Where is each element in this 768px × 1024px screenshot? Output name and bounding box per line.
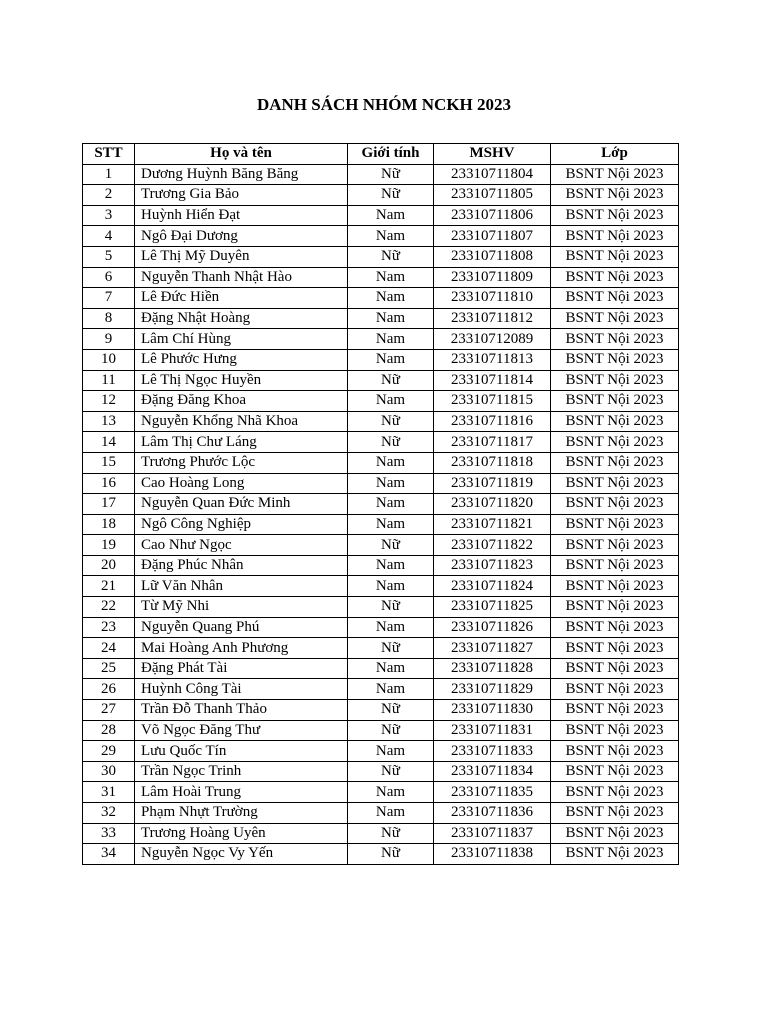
cell-name: Dương Huỳnh Băng Băng bbox=[135, 164, 348, 185]
table-row bbox=[83, 411, 679, 432]
cell-gender: Nữ bbox=[348, 761, 434, 782]
table-row bbox=[83, 555, 679, 576]
cell-mshv: 23310711822 bbox=[434, 535, 551, 556]
cell-gender: Nữ bbox=[348, 432, 434, 453]
cell-stt: 22 bbox=[83, 597, 135, 618]
cell-class: BSNT Nội 2023 bbox=[551, 452, 679, 473]
cell-mshv: 23310711830 bbox=[434, 700, 551, 721]
cell-mshv: 23310711810 bbox=[434, 288, 551, 309]
cell-mshv: 23310711833 bbox=[434, 741, 551, 762]
cell-class: BSNT Nội 2023 bbox=[551, 700, 679, 721]
cell-class: BSNT Nội 2023 bbox=[551, 164, 679, 185]
cell-name: Lê Phước Hưng bbox=[135, 349, 348, 370]
cell-class: BSNT Nội 2023 bbox=[551, 370, 679, 391]
cell-class: BSNT Nội 2023 bbox=[551, 597, 679, 618]
cell-gender: Nữ bbox=[348, 844, 434, 865]
cell-mshv: 23310711821 bbox=[434, 514, 551, 535]
cell-mshv: 23310711837 bbox=[434, 823, 551, 844]
cell-mshv: 23310711823 bbox=[434, 555, 551, 576]
cell-stt: 1 bbox=[83, 164, 135, 185]
cell-gender: Nam bbox=[348, 226, 434, 247]
cell-stt: 7 bbox=[83, 288, 135, 309]
cell-class: BSNT Nội 2023 bbox=[551, 741, 679, 762]
cell-gender: Nam bbox=[348, 349, 434, 370]
cell-class: BSNT Nội 2023 bbox=[551, 535, 679, 556]
cell-stt: 23 bbox=[83, 617, 135, 638]
cell-mshv: 23310711808 bbox=[434, 246, 551, 267]
cell-mshv: 23310711835 bbox=[434, 782, 551, 803]
cell-gender: Nam bbox=[348, 329, 434, 350]
cell-gender: Nữ bbox=[348, 164, 434, 185]
table-row bbox=[83, 391, 679, 412]
cell-mshv: 23310711804 bbox=[434, 164, 551, 185]
cell-gender: Nữ bbox=[348, 411, 434, 432]
table-row bbox=[83, 761, 679, 782]
cell-stt: 13 bbox=[83, 411, 135, 432]
cell-class: BSNT Nội 2023 bbox=[551, 844, 679, 865]
table-row bbox=[83, 164, 679, 185]
cell-stt: 14 bbox=[83, 432, 135, 453]
cell-class: BSNT Nội 2023 bbox=[551, 411, 679, 432]
cell-stt: 11 bbox=[83, 370, 135, 391]
cell-stt: 31 bbox=[83, 782, 135, 803]
cell-class: BSNT Nội 2023 bbox=[551, 473, 679, 494]
table-body bbox=[83, 164, 679, 864]
cell-name: Lê Thị Ngọc Huyền bbox=[135, 370, 348, 391]
cell-class: BSNT Nội 2023 bbox=[551, 658, 679, 679]
cell-stt: 34 bbox=[83, 844, 135, 865]
cell-stt: 5 bbox=[83, 246, 135, 267]
cell-gender: Nữ bbox=[348, 597, 434, 618]
table-row bbox=[83, 308, 679, 329]
cell-mshv: 23310711813 bbox=[434, 349, 551, 370]
cell-class: BSNT Nội 2023 bbox=[551, 782, 679, 803]
cell-mshv: 23310711838 bbox=[434, 844, 551, 865]
table-row bbox=[83, 267, 679, 288]
cell-name: Cao Như Ngọc bbox=[135, 535, 348, 556]
cell-name: Trương Phước Lộc bbox=[135, 452, 348, 473]
cell-name: Nguyễn Khổng Nhã Khoa bbox=[135, 411, 348, 432]
cell-stt: 29 bbox=[83, 741, 135, 762]
cell-name: Trương Hoàng Uyên bbox=[135, 823, 348, 844]
table-row bbox=[83, 452, 679, 473]
cell-mshv: 23310711836 bbox=[434, 803, 551, 824]
cell-mshv: 23310711806 bbox=[434, 205, 551, 226]
cell-class: BSNT Nội 2023 bbox=[551, 205, 679, 226]
cell-class: BSNT Nội 2023 bbox=[551, 555, 679, 576]
cell-name: Mai Hoàng Anh Phương bbox=[135, 638, 348, 659]
cell-gender: Nam bbox=[348, 576, 434, 597]
cell-gender: Nam bbox=[348, 679, 434, 700]
table-row bbox=[83, 782, 679, 803]
cell-mshv: 23310711829 bbox=[434, 679, 551, 700]
cell-gender: Nam bbox=[348, 741, 434, 762]
cell-gender: Nữ bbox=[348, 700, 434, 721]
cell-class: BSNT Nội 2023 bbox=[551, 246, 679, 267]
table-row bbox=[83, 803, 679, 824]
cell-stt: 8 bbox=[83, 308, 135, 329]
table-row bbox=[83, 246, 679, 267]
cell-mshv: 23310711826 bbox=[434, 617, 551, 638]
cell-stt: 6 bbox=[83, 267, 135, 288]
cell-stt: 15 bbox=[83, 452, 135, 473]
table-row bbox=[83, 576, 679, 597]
table-row bbox=[83, 226, 679, 247]
cell-class: BSNT Nội 2023 bbox=[551, 226, 679, 247]
cell-class: BSNT Nội 2023 bbox=[551, 267, 679, 288]
cell-name: Đặng Đăng Khoa bbox=[135, 391, 348, 412]
cell-mshv: 23310711827 bbox=[434, 638, 551, 659]
cell-name: Đặng Phúc Nhân bbox=[135, 555, 348, 576]
cell-name: Võ Ngọc Đăng Thư bbox=[135, 720, 348, 741]
cell-name: Lâm Hoài Trung bbox=[135, 782, 348, 803]
cell-stt: 10 bbox=[83, 349, 135, 370]
student-table bbox=[82, 143, 679, 865]
cell-stt: 30 bbox=[83, 761, 135, 782]
cell-stt: 24 bbox=[83, 638, 135, 659]
column-header-stt: STT bbox=[83, 144, 135, 165]
cell-gender: Nam bbox=[348, 514, 434, 535]
column-header-mshv: MSHV bbox=[434, 144, 551, 165]
cell-mshv: 23310711824 bbox=[434, 576, 551, 597]
cell-class: BSNT Nội 2023 bbox=[551, 185, 679, 206]
cell-stt: 9 bbox=[83, 329, 135, 350]
cell-gender: Nữ bbox=[348, 720, 434, 741]
table-row bbox=[83, 741, 679, 762]
cell-stt: 19 bbox=[83, 535, 135, 556]
header-row bbox=[83, 144, 679, 165]
cell-name: Huỳnh Hiển Đạt bbox=[135, 205, 348, 226]
cell-stt: 2 bbox=[83, 185, 135, 206]
cell-gender: Nam bbox=[348, 267, 434, 288]
cell-name: Huỳnh Công Tài bbox=[135, 679, 348, 700]
cell-stt: 12 bbox=[83, 391, 135, 412]
cell-gender: Nam bbox=[348, 782, 434, 803]
cell-gender: Nam bbox=[348, 288, 434, 309]
cell-gender: Nữ bbox=[348, 246, 434, 267]
cell-name: Lê Đức Hiền bbox=[135, 288, 348, 309]
table-row bbox=[83, 432, 679, 453]
cell-name: Lưu Quốc Tín bbox=[135, 741, 348, 762]
cell-name: Đặng Nhật Hoàng bbox=[135, 308, 348, 329]
cell-class: BSNT Nội 2023 bbox=[551, 638, 679, 659]
cell-stt: 16 bbox=[83, 473, 135, 494]
document-title: DANH SÁCH NHÓM NCKH 2023 bbox=[256, 95, 512, 114]
cell-mshv: 23310711831 bbox=[434, 720, 551, 741]
cell-class: BSNT Nội 2023 bbox=[551, 329, 679, 350]
cell-mshv: 23310711807 bbox=[434, 226, 551, 247]
cell-name: Ngô Đại Dương bbox=[135, 226, 348, 247]
table-row bbox=[83, 473, 679, 494]
table-row bbox=[83, 185, 679, 206]
cell-class: BSNT Nội 2023 bbox=[551, 391, 679, 412]
cell-stt: 26 bbox=[83, 679, 135, 700]
table-row bbox=[83, 638, 679, 659]
table-row bbox=[83, 494, 679, 515]
cell-class: BSNT Nội 2023 bbox=[551, 576, 679, 597]
cell-mshv: 23310711817 bbox=[434, 432, 551, 453]
cell-class: BSNT Nội 2023 bbox=[551, 617, 679, 638]
cell-name: Nguyễn Quan Đức Minh bbox=[135, 494, 348, 515]
cell-name: Trương Gia Bảo bbox=[135, 185, 348, 206]
cell-gender: Nam bbox=[348, 308, 434, 329]
column-header-gender: Giới tính bbox=[348, 144, 434, 165]
cell-mshv: 23310711820 bbox=[434, 494, 551, 515]
cell-name: Lê Thị Mỹ Duyên bbox=[135, 246, 348, 267]
cell-mshv: 23310711815 bbox=[434, 391, 551, 412]
table-row bbox=[83, 205, 679, 226]
cell-mshv: 23310711809 bbox=[434, 267, 551, 288]
table-row bbox=[83, 597, 679, 618]
cell-gender: Nam bbox=[348, 473, 434, 494]
cell-name: Từ Mỹ Nhi bbox=[135, 597, 348, 618]
cell-class: BSNT Nội 2023 bbox=[551, 349, 679, 370]
cell-name: Ngô Công Nghiệp bbox=[135, 514, 348, 535]
cell-name: Lâm Chí Hùng bbox=[135, 329, 348, 350]
table-row bbox=[83, 514, 679, 535]
table-row bbox=[83, 658, 679, 679]
table-row bbox=[83, 844, 679, 865]
column-header-name: Họ và tên bbox=[135, 144, 348, 165]
table-header bbox=[83, 144, 679, 165]
table-row bbox=[83, 370, 679, 391]
cell-mshv: 23310711818 bbox=[434, 452, 551, 473]
cell-stt: 4 bbox=[83, 226, 135, 247]
cell-stt: 17 bbox=[83, 494, 135, 515]
cell-gender: Nam bbox=[348, 555, 434, 576]
table-row bbox=[83, 535, 679, 556]
cell-stt: 33 bbox=[83, 823, 135, 844]
cell-name: Nguyễn Quang Phú bbox=[135, 617, 348, 638]
cell-name: Lữ Văn Nhân bbox=[135, 576, 348, 597]
cell-gender: Nam bbox=[348, 803, 434, 824]
cell-stt: 32 bbox=[83, 803, 135, 824]
cell-gender: Nam bbox=[348, 205, 434, 226]
cell-gender: Nam bbox=[348, 391, 434, 412]
cell-name: Phạm Nhựt Trường bbox=[135, 803, 348, 824]
cell-class: BSNT Nội 2023 bbox=[551, 494, 679, 515]
cell-mshv: 23310711812 bbox=[434, 308, 551, 329]
cell-mshv: 23310711825 bbox=[434, 597, 551, 618]
cell-stt: 27 bbox=[83, 700, 135, 721]
table-row bbox=[83, 349, 679, 370]
cell-mshv: 23310711816 bbox=[434, 411, 551, 432]
table-row bbox=[83, 617, 679, 638]
cell-class: BSNT Nội 2023 bbox=[551, 761, 679, 782]
cell-class: BSNT Nội 2023 bbox=[551, 308, 679, 329]
table-row bbox=[83, 679, 679, 700]
cell-name: Đặng Phát Tài bbox=[135, 658, 348, 679]
cell-gender: Nam bbox=[348, 658, 434, 679]
cell-class: BSNT Nội 2023 bbox=[551, 288, 679, 309]
cell-class: BSNT Nội 2023 bbox=[551, 432, 679, 453]
cell-gender: Nam bbox=[348, 494, 434, 515]
cell-mshv: 23310711834 bbox=[434, 761, 551, 782]
table-row bbox=[83, 720, 679, 741]
cell-class: BSNT Nội 2023 bbox=[551, 679, 679, 700]
cell-gender: Nữ bbox=[348, 535, 434, 556]
cell-class: BSNT Nội 2023 bbox=[551, 720, 679, 741]
cell-gender: Nữ bbox=[348, 185, 434, 206]
cell-name: Cao Hoàng Long bbox=[135, 473, 348, 494]
cell-gender: Nữ bbox=[348, 370, 434, 391]
cell-stt: 25 bbox=[83, 658, 135, 679]
table-row bbox=[83, 700, 679, 721]
cell-stt: 28 bbox=[83, 720, 135, 741]
cell-name: Trần Đỗ Thanh Thảo bbox=[135, 700, 348, 721]
cell-class: BSNT Nội 2023 bbox=[551, 514, 679, 535]
cell-gender: Nam bbox=[348, 452, 434, 473]
cell-name: Trần Ngọc Trinh bbox=[135, 761, 348, 782]
cell-gender: Nữ bbox=[348, 823, 434, 844]
cell-name: Nguyễn Thanh Nhật Hào bbox=[135, 267, 348, 288]
cell-name: Nguyễn Ngọc Vy Yến bbox=[135, 844, 348, 865]
table-row bbox=[83, 329, 679, 350]
table-row bbox=[83, 823, 679, 844]
cell-stt: 20 bbox=[83, 555, 135, 576]
cell-stt: 18 bbox=[83, 514, 135, 535]
cell-class: BSNT Nội 2023 bbox=[551, 823, 679, 844]
cell-mshv: 23310711814 bbox=[434, 370, 551, 391]
cell-mshv: 23310711805 bbox=[434, 185, 551, 206]
column-header-class: Lớp bbox=[551, 144, 679, 165]
cell-mshv: 23310711819 bbox=[434, 473, 551, 494]
cell-stt: 3 bbox=[83, 205, 135, 226]
cell-mshv: 23310711828 bbox=[434, 658, 551, 679]
cell-mshv: 23310712089 bbox=[434, 329, 551, 350]
cell-name: Lâm Thị Chư Láng bbox=[135, 432, 348, 453]
cell-class: BSNT Nội 2023 bbox=[551, 803, 679, 824]
cell-stt: 21 bbox=[83, 576, 135, 597]
cell-gender: Nữ bbox=[348, 638, 434, 659]
cell-gender: Nam bbox=[348, 617, 434, 638]
table-row bbox=[83, 288, 679, 309]
